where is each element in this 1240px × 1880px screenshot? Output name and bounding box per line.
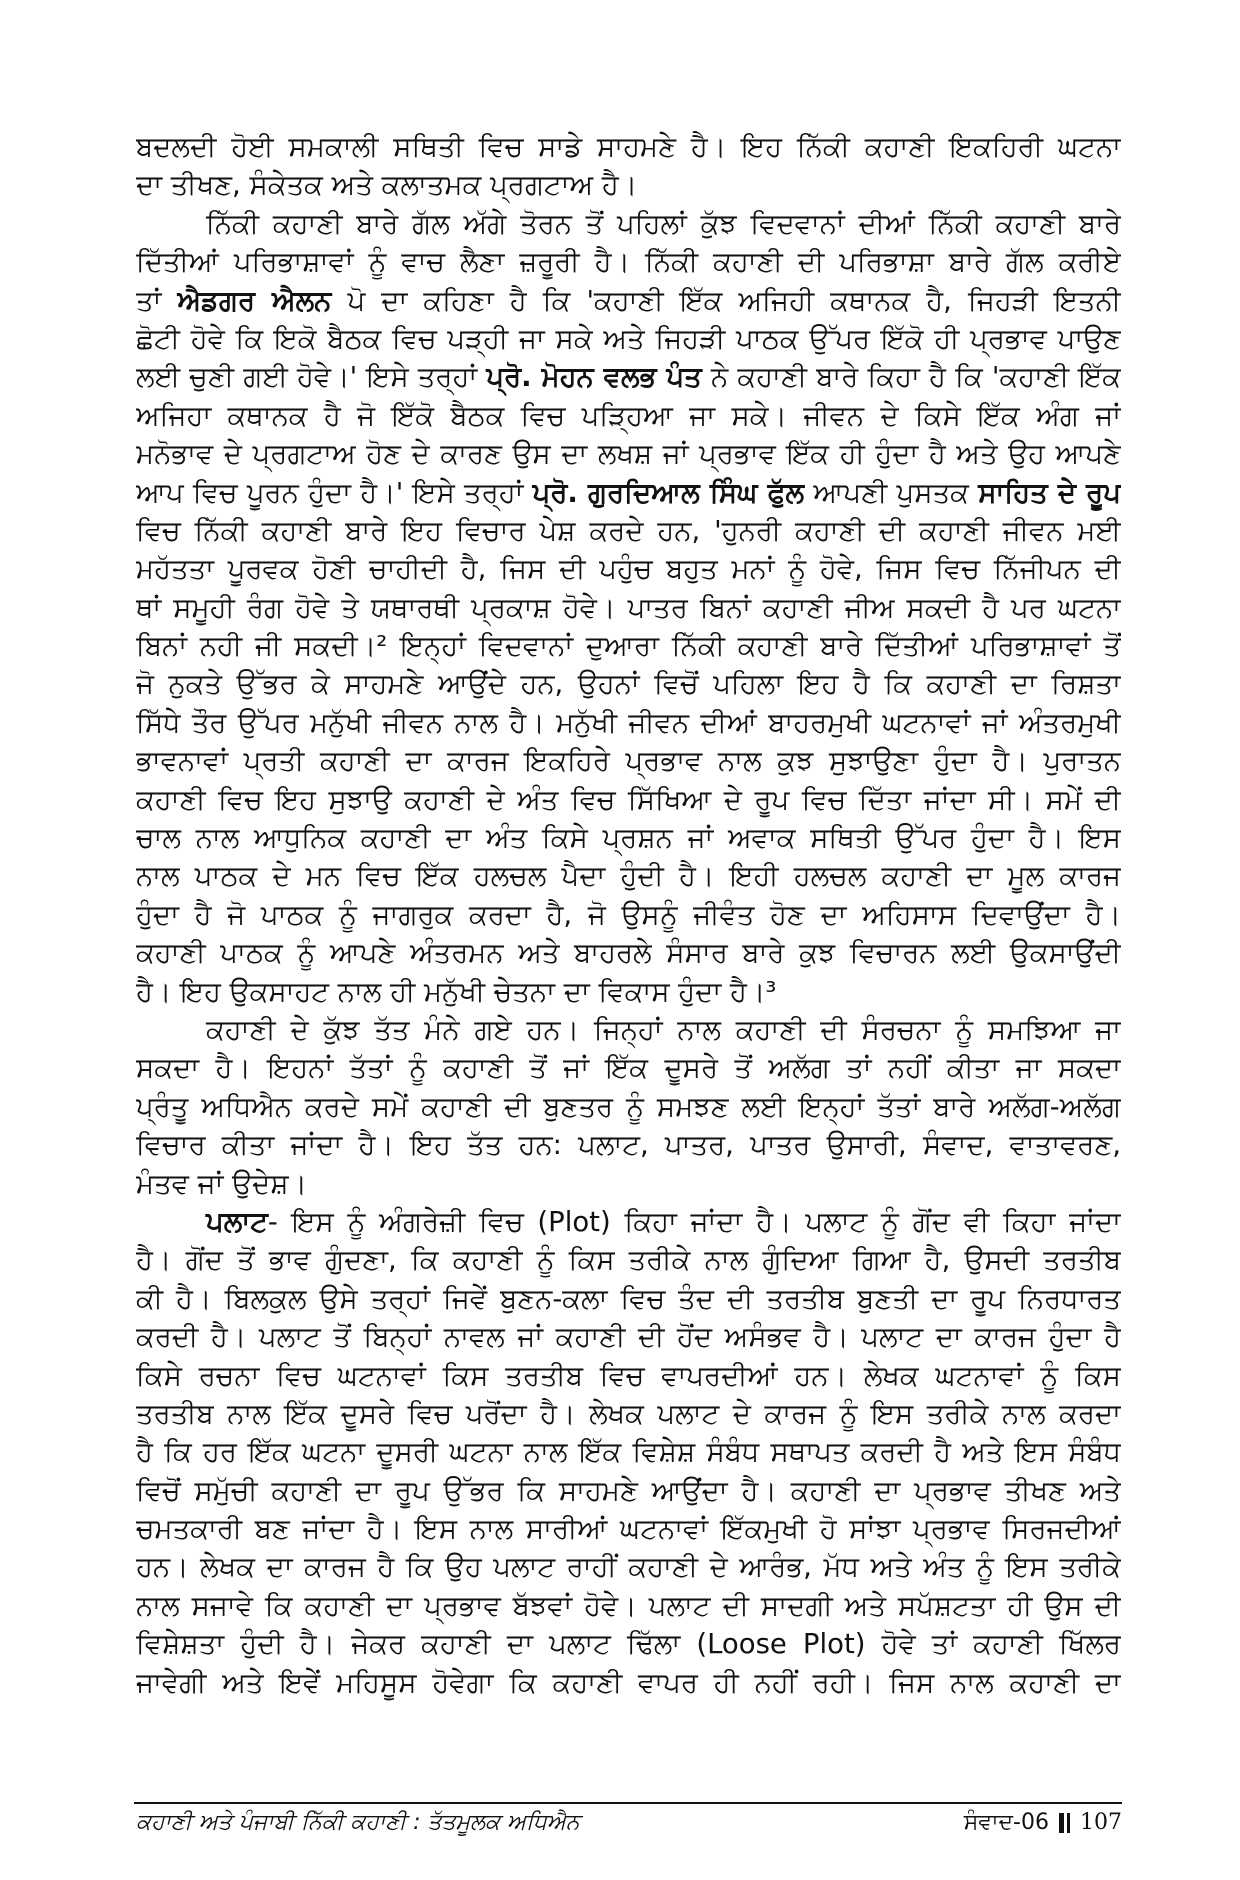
- bold-name: ਪਲਾਟ: [206, 1205, 268, 1238]
- text-line: [136, 589, 1121, 627]
- line-text: ਵਿਚਾਰ ਕੀਤਾ ਜਾਂਦਾ ਹੈ। ਇਹ ਤੱਤ ਹਨ: ਪਲਾਟ, ਪਾਤਰ, ਪਾਤਰ ਉਸਾਰੀ, ਸੰਵਾਦ, ਵਾਤਾਵਰਣ,: [136, 1129, 1121, 1162]
- text-line: [136, 243, 1121, 281]
- footer-journal: ਸੰਵਾਦ-06: [963, 1810, 1049, 1835]
- line-text: ਬਿਨਾਂ ਨਹੀ ਜੀ ਸਕਦੀ।² ਇਨ੍ਹਾਂ ਵਿਦਵਾਨਾਂ ਦੁਆਰਾ ਨਿੱਕੀ ਕਹਾਣੀ ਬਾਰੇ ਦਿੱਤੀਆਂ ਪਰਿਭਾਸ਼ਾਵਾਂ ਤੋਂ: [136, 630, 1121, 663]
- text-line: [136, 282, 1121, 320]
- text-line: [136, 1357, 1121, 1395]
- line-text: ਕੀ ਹੈ। ਬਿਲਕੁਲ ਉਸੇ ਤਰ੍ਹਾਂ ਜਿਵੇਂ ਬੁਣਨ-ਕਲਾ ਵਿਚ ਤੰਦ ਦੀ ਤਰਤੀਬ ਬੁਣਤੀ ਦਾ ਰੂਪ ਨਿਰਧਾਰਤ: [136, 1282, 1121, 1315]
- line-text: ਕਰਦੀ ਹੈ। ਪਲਾਟ ਤੋਂ ਬਿਨ੍ਹਾਂ ਨਾਵਲ ਜਾਂ ਕਹਾਣੀ ਦੀ ਹੋਂਦ ਅਸੰਭਵ ਹੈ। ਪਲਾਟ ਦਾ ਕਾਰਜ ਹੁੰਦਾ ਹੈ: [136, 1321, 1121, 1354]
- text-line: [136, 1049, 1121, 1087]
- line-text: ਨਾਲ ਪਾਠਕ ਦੇ ਮਨ ਵਿਚ ਇੱਕ ਹਲਚਲ ਪੈਦਾ ਹੁੰਦੀ ਹੈ। ਇਹੀ ਹਲਚਲ ਕਹਾਣੀ ਦਾ ਮੂਲ ਕਾਰਜ: [136, 860, 1121, 893]
- line-text: ਹੈ। ਗੋਂਦ ਤੋਂ ਭਾਵ ਗੁੰਦਣਾ, ਕਿ ਕਹਾਣੀ ਨੂੰ ਕਿਸ ਤਰੀਕੇ ਨਾਲ ਗੁੰਦਿਆ ਗਿਆ ਹੈ, ਉਸਦੀ ਤਰਤੀਬ: [136, 1244, 1121, 1277]
- text-line: [136, 166, 1121, 204]
- text-line: [136, 358, 1121, 396]
- text-line: [136, 627, 1121, 665]
- line-text: ਚਮਤਕਾਰੀ ਬਣ ਜਾਂਦਾ ਹੈ। ਇਸ ਨਾਲ ਸਾਰੀਆਂ ਘਟਨਾਵਾਂ ਇੱਕਮੁਖੀ ਹੋ ਸਾਂਝਾ ਪ੍ਰਭਾਵ ਸਿਰਜਦੀਆਂ: [136, 1513, 1121, 1546]
- line-text: ਆਪ ਵਿਚ ਪੂਰਨ ਹੁੰਦਾ ਹੈ।' ਇਸੇ ਤਰ੍ਹਾਂ: [136, 476, 533, 509]
- line-text: ਜੋ ਨੁਕਤੇ ਉੱਭਰ ਕੇ ਸਾਹਮਣੇ ਆਉਂਦੇ ਹਨ, ਉਹਨਾਂ ਵਿਚੋਂ ਪਹਿਲਾ ਇਹ ਹੈ ਕਿ ਕਹਾਣੀ ਦਾ ਰਿਸ਼ਤਾ: [136, 668, 1121, 701]
- page-number: 107: [1080, 1810, 1122, 1835]
- text-line: [136, 1126, 1121, 1164]
- text-line: [136, 128, 1121, 166]
- line-text: ਵਿਚ ਨਿੱਕੀ ਕਹਾਣੀ ਬਾਰੇ ਇਹ ਵਿਚਾਰ ਪੇਸ਼ ਕਰਦੇ ਹਨ, 'ਹੁਨਰੀ ਕਹਾਣੀ ਦੀ ਕਹਾਣੀ ਜੀਵਨ ਮਈ: [136, 514, 1121, 547]
- line-text: ਜਾਵੇਗੀ ਅਤੇ ਇਵੇਂ ਮਹਿਸੂਸ ਹੋਵੇਗਾ ਕਿ ਕਹਾਣੀ ਵਾਪਰ ਹੀ ਨਹੀਂ ਰਹੀ। ਜਿਸ ਨਾਲ ਕਹਾਣੀ ਦਾ: [136, 1666, 1121, 1699]
- footer-book-title: ਕਹਾਣੀ ਅਤੇ ਪੰਜਾਬੀ ਨਿੱਕੀ ਕਹਾਣੀ : ਤੱਤਮੂਲਕ ਅਧਿਐਨ: [136, 1810, 580, 1835]
- text-line: [136, 1203, 1121, 1241]
- text-line: [136, 1664, 1121, 1702]
- text-line: [136, 1433, 1121, 1471]
- line-text: ਪ੍ਰੰਤੂ ਅਧਿਐਨ ਕਰਦੇ ਸਮੇਂ ਕਹਾਣੀ ਦੀ ਬੁਣਤਰ ਨੂੰ ਸਮਝਣ ਲਈ ਇਨ੍ਹਾਂ ਤੱਤਾਂ ਬਾਰੇ ਅਲੱਗ-ਅਲੱਗ: [136, 1090, 1121, 1123]
- line-text: ਹੈ ਕਿ ਹਰ ਇੱਕ ਘਟਨਾ ਦੂਸਰੀ ਘਟਨਾ ਨਾਲ ਇੱਕ ਵਿਸ਼ੇਸ਼ ਸੰਬੰਧ ਸਥਾਪਤ ਕਰਦੀ ਹੈ ਅਤੇ ਇਸ ਸੰਬੰਧ: [136, 1436, 1121, 1469]
- text-line: [136, 973, 1121, 1011]
- text-line: [136, 320, 1121, 358]
- line-text: ਮਨੋਭਾਵ ਦੇ ਪ੍ਰਗਟਾਅ ਹੋਣ ਦੇ ਕਾਰਣ ਉਸ ਦਾ ਲਖਸ਼ ਜਾਂ ਪ੍ਰਭਾਵ ਇੱਕ ਹੀ ਹੁੰਦਾ ਹੈ ਅਤੇ ਉਹ ਆਪਣੇ: [136, 438, 1121, 471]
- text-line: [136, 550, 1121, 588]
- footer-rule: [134, 1802, 1122, 1804]
- text-line: [136, 1165, 1121, 1203]
- line-text: ਨਾਲ ਸਜਾਵੇ ਕਿ ਕਹਾਣੀ ਦਾ ਪ੍ਰਭਾਵ ਬੱਝਵਾਂ ਹੋਵੇ। ਪਲਾਟ ਦੀ ਸਾਦਗੀ ਅਤੇ ਸਪੱਸ਼ਟਤਾ ਹੀ ਉਸ ਦੀ: [136, 1589, 1121, 1622]
- bold-name: ਐਡਗਰ ਐਲਨ: [177, 284, 332, 317]
- text-line: [136, 781, 1121, 819]
- line-text: ਚਾਲ ਨਾਲ ਆਧੁਨਿਕ ਕਹਾਣੀ ਦਾ ਅੰਤ ਕਿਸੇ ਪ੍ਰਸ਼ਨ ਜਾਂ ਅਵਾਕ ਸਥਿਤੀ ਉੱਪਰ ਹੁੰਦਾ ਹੈ। ਇਸ: [136, 822, 1121, 855]
- line-text: ਥਾਂ ਸਮੂਹੀ ਰੰਗ ਹੋਵੇ ਤੇ ਯਥਾਰਥੀ ਪ੍ਰਕਾਸ਼ ਹੋਵੇ। ਪਾਤਰ ਬਿਨਾਂ ਕਹਾਣੀ ਜੀਅ ਸਕਦੀ ਹੈ ਪਰ ਘਟਨਾ: [136, 591, 1121, 624]
- text-line: [136, 1625, 1121, 1663]
- line-text: ਅਜਿਹਾ ਕਥਾਨਕ ਹੈ ਜੋ ਇੱਕੋ ਬੈਠਕ ਵਿਚ ਪੜ੍ਹਿਆ ਜਾ ਸਕੇ। ਜੀਵਨ ਦੇ ਕਿਸੇ ਇੱਕ ਅੰਗ ਜਾਂ: [136, 399, 1121, 432]
- line-text: ਹਨ। ਲੇਖਕ ਦਾ ਕਾਰਜ ਹੈ ਕਿ ਉਹ ਪਲਾਟ ਰਾਹੀਂ ਕਹਾਣੀ ਦੇ ਆਰੰਭ, ਮੱਧ ਅਤੇ ਅੰਤ ਨੂੰ ਇਸ ਤਰੀਕੇ: [136, 1551, 1121, 1584]
- line-text: ਤਰਤੀਬ ਨਾਲ ਇੱਕ ਦੂਸਰੇ ਵਿਚ ਪਰੋਂਦਾ ਹੈ। ਲੇਖਕ ਪਲਾਟ ਦੇ ਕਾਰਜ ਨੂੰ ਇਸ ਤਰੀਕੇ ਨਾਲ ਕਰਦਾ: [136, 1397, 1121, 1430]
- body-text: [136, 128, 1121, 1702]
- line-text: ਬਦਲਦੀ ਹੋਈ ਸਮਕਾਲੀ ਸਥਿਤੀ ਵਿਚ ਸਾਡੇ ਸਾਹਮਣੇ ਹੈ। ਇਹ ਨਿੱਕੀ ਕਹਾਣੀ ਇਕਹਿਰੀ ਘਟਨਾ: [136, 131, 1121, 163]
- text-line: [136, 857, 1121, 895]
- line-text: ਨਿੱਕੀ ਕਹਾਣੀ ਬਾਰੇ ਗੱਲ ਅੱਗੇ ਤੋਰਨ ਤੋਂ ਪਹਿਲਾਂ ਕੁੱਝ ਵਿਦਵਾਨਾਂ ਦੀਆਂ ਨਿੱਕੀ ਕਹਾਣੀ ਬਾਰੇ: [206, 207, 1121, 240]
- text-line: [136, 1395, 1121, 1433]
- line-text: ਮੰਤਵ ਜਾਂ ਉਦੇਸ਼।: [136, 1167, 308, 1200]
- line-text: ਕਹਾਣੀ ਦੇ ਕੁੱਝ ਤੱਤ ਮੰਨੇ ਗਏ ਹਨ। ਜਿਨ੍ਹਾਂ ਨਾਲ ਕਹਾਣੀ ਦੀ ਸੰਰਚਨਾ ਨੂੰ ਸਮਝਿਆ ਜਾ: [206, 1013, 1121, 1046]
- line-text: ਤਾਂ: [136, 284, 178, 317]
- text-line: [136, 1318, 1121, 1356]
- line-text: ਨੇ ਕਹਾਣੀ ਬਾਰੇ ਕਿਹਾ ਹੈ ਕਿ 'ਕਹਾਣੀ ਇੱਕ: [701, 361, 1121, 394]
- text-line: [136, 1587, 1121, 1625]
- line-text: ਕਿਸੇ ਰਚਨਾ ਵਿਚ ਘਟਨਾਵਾਂ ਕਿਸ ਤਰਤੀਬ ਵਿਚ ਵਾਪਰਦੀਆਂ ਹਨ। ਲੇਖਕ ਘਟਨਾਵਾਂ ਨੂੰ ਕਿਸ: [136, 1359, 1121, 1392]
- text-line: [136, 1088, 1121, 1126]
- line-text: ਮਹੱਤਤਾ ਪੂਰਵਕ ਹੋਣੀ ਚਾਹੀਦੀ ਹੈ, ਜਿਸ ਦੀ ਪਹੁੰਚ ਬਹੁਤ ਮਨਾਂ ਨੂੰ ਹੋਵੇ, ਜਿਸ ਵਿਚ ਨਿੱਜੀਪਨ ਦੀ: [136, 553, 1121, 586]
- text-line: [136, 934, 1121, 972]
- text-line: [136, 1548, 1121, 1586]
- bold-name: ਪ੍ਰੋ. ਗੁਰਦਿਆਲ ਸਿੰਘ ਫੁੱਲ: [532, 476, 805, 509]
- line-text: ਆਪਣੀ ਪੁਸਤਕ: [804, 476, 979, 509]
- divider-marks: [1059, 1813, 1070, 1833]
- line-text: ਸਕਦਾ ਹੈ। ਇਹਨਾਂ ਤੱਤਾਂ ਨੂੰ ਕਹਾਣੀ ਤੋਂ ਜਾਂ ਇੱਕ ਦੂਸਰੇ ਤੋਂ ਅਲੱਗ ਤਾਂ ਨਹੀਂ ਕੀਤਾ ਜਾ ਸਕਦਾ: [136, 1052, 1121, 1085]
- bold-name: ਸਾਹਿਤ ਦੇ ਰੂਪ: [978, 476, 1121, 509]
- text-line: [136, 1280, 1121, 1318]
- text-line: [136, 435, 1121, 473]
- text-line: [136, 1472, 1121, 1510]
- text-line: [136, 665, 1121, 703]
- line-text: ਲਈ ਚੁਣੀ ਗਈ ਹੋਵੇ।' ਇਸੇ ਤਰ੍ਹਾਂ: [136, 361, 487, 394]
- text-line: [136, 512, 1121, 550]
- line-text: - ਇਸ ਨੂੰ ਅੰਗਰੇਜ਼ੀ ਵਿਚ (Plot) ਕਿਹਾ ਜਾਂਦਾ ਹੈ। ਪਲਾਟ ਨੂੰ ਗੋਂਦ ਵੀ ਕਿਹਾ ਜਾਂਦਾ: [267, 1205, 1121, 1238]
- bold-name: ਪ੍ਰੋ. ਮੋਹਨ ਵਲਭ ਪੰਤ: [486, 361, 702, 394]
- text-line: [136, 704, 1121, 742]
- text-line: [136, 474, 1121, 512]
- text-line: [136, 397, 1121, 435]
- line-text: ਵਿਚੋਂ ਸਮੁੱਚੀ ਕਹਾਣੀ ਦਾ ਰੂਪ ਉੱਭਰ ਕਿ ਸਾਹਮਣੇ ਆਉਂਦਾ ਹੈ। ਕਹਾਣੀ ਦਾ ਪ੍ਰਭਾਵ ਤੀਖਣ ਅਤੇ: [136, 1474, 1121, 1507]
- text-line: [136, 819, 1121, 857]
- line-text: ਭਾਵਨਾਵਾਂ ਪ੍ਰਤੀ ਕਹਾਣੀ ਦਾ ਕਾਰਜ ਇਕਹਿਰੇ ਪ੍ਰਭਾਵ ਨਾਲ ਕੁਝ ਸੁਝਾਉਣਾ ਹੁੰਦਾ ਹੈ। ਪੁਰਾਤਨ: [136, 745, 1121, 778]
- text-line: [136, 1011, 1121, 1049]
- text-line: [136, 1241, 1121, 1279]
- text-line: [136, 205, 1121, 243]
- line-text: ਕਹਾਣੀ ਵਿਚ ਇਹ ਸੁਝਾਉ ਕਹਾਣੀ ਦੇ ਅੰਤ ਵਿਚ ਸਿੱਖਿਆ ਦੇ ਰੂਪ ਵਿਚ ਦਿੱਤਾ ਜਾਂਦਾ ਸੀ। ਸਮੇਂ ਦੀ: [136, 783, 1121, 816]
- line-text: ਕਹਾਣੀ ਪਾਠਕ ਨੂੰ ਆਪਣੇ ਅੰਤਰਮਨ ਅਤੇ ਬਾਹਰਲੇ ਸੰਸਾਰ ਬਾਰੇ ਕੁਝ ਵਿਚਾਰਨ ਲਈ ਉਕਸਾਉਂਦੀ: [136, 937, 1121, 970]
- line-text: ਦਿੱਤੀਆਂ ਪਰਿਭਾਸ਼ਾਵਾਂ ਨੂੰ ਵਾਚ ਲੈਣਾ ਜ਼ਰੂਰੀ ਹੈ। ਨਿੱਕੀ ਕਹਾਣੀ ਦੀ ਪਰਿਭਾਸ਼ਾ ਬਾਰੇ ਗੱਲ ਕਰੀਏ: [136, 246, 1121, 279]
- line-text: ਹੈ। ਇਹ ਉਕਸਾਹਟ ਨਾਲ ਹੀ ਮਨੁੱਖੀ ਚੇਤਨਾ ਦਾ ਵਿਕਾਸ ਹੁੰਦਾ ਹੈ।³: [136, 975, 777, 1008]
- line-text: ਵਿਸ਼ੇਸ਼ਤਾ ਹੁੰਦੀ ਹੈ। ਜੇਕਰ ਕਹਾਣੀ ਦਾ ਪਲਾਟ ਢਿੱਲਾ (Loose Plot) ਹੋਵੇ ਤਾਂ ਕਹਾਣੀ ਖਿੱਲਰ: [136, 1628, 1121, 1661]
- line-text: ਪੋ ਦਾ ਕਹਿਣਾ ਹੈ ਕਿ 'ਕਹਾਣੀ ਇੱਕ ਅਜਿਹੀ ਕਥਾਨਕ ਹੈ, ਜਿਹੜੀ ਇਤਨੀ: [331, 284, 1121, 317]
- line-text: ਦਾ ਤੀਖਣ, ਸੰਕੇਤਕ ਅਤੇ ਕਲਾਤਮਕ ਪ੍ਰਗਟਾਅ ਹੈ।: [136, 169, 638, 202]
- line-text: ਸਿੱਧੇ ਤੌਰ ਉੱਪਰ ਮਨੁੱਖੀ ਜੀਵਨ ਨਾਲ ਹੈ। ਮਨੁੱਖੀ ਜੀਵਨ ਦੀਆਂ ਬਾਹਰਮੁਖੀ ਘਟਨਾਵਾਂ ਜਾਂ ਅੰਤਰਮੁਖੀ: [136, 706, 1121, 739]
- line-text: ਹੁੰਦਾ ਹੈ ਜੋ ਪਾਠਕ ਨੂੰ ਜਾਗਰੁਕ ਕਰਦਾ ਹੈ, ਜੋ ਉਸਨੂੰ ਜੀਵੰਤ ਹੋਣ ਦਾ ਅਹਿਸਾਸ ਦਿਵਾਉਂਦਾ ਹੈ।: [136, 898, 1121, 931]
- text-line: [136, 1510, 1121, 1548]
- line-text: ਛੋਟੀ ਹੋਵੇ ਕਿ ਇਕੋ ਬੈਠਕ ਵਿਚ ਪੜ੍ਹੀ ਜਾ ਸਕੇ ਅਤੇ ਜਿਹੜੀ ਪਾਠਕ ਉੱਪਰ ਇੱਕੋ ਹੀ ਪ੍ਰਭਾਵ ਪਾਉਣ: [136, 322, 1121, 355]
- text-line: [136, 896, 1121, 934]
- text-line: [136, 742, 1121, 780]
- footer-page-info: [964, 1810, 1122, 1835]
